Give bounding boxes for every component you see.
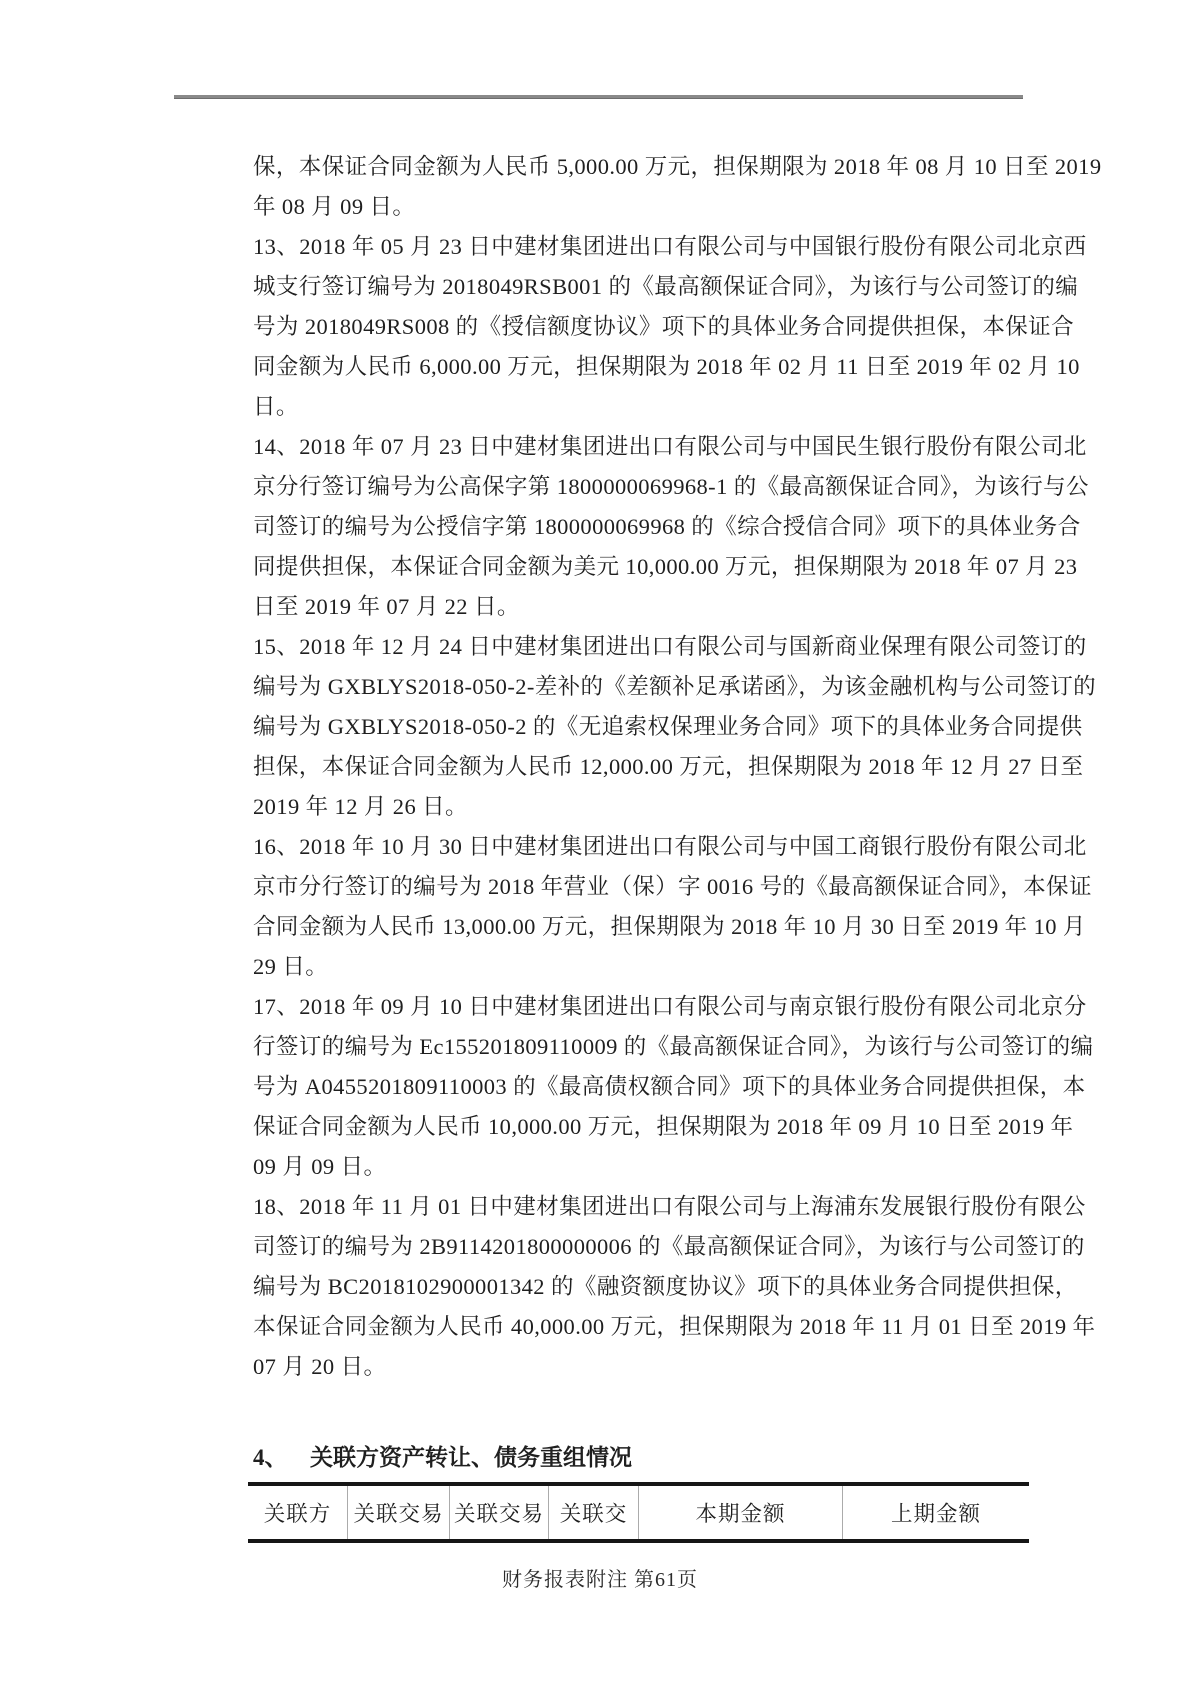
section-title: 关联方资产转让、债务重组情况 [310,1445,632,1470]
paragraph-line: 保证合同金额为人民币 10,000.00 万元，担保期限为 2018 年 09 月 10 日至 2019 年 [253,1114,1074,1139]
paragraph-line: 号为 A0455201809110003 的《最高债权额合同》项下的具体业务合同提供担保，本 [253,1074,1086,1099]
paragraph-line: 合同金额为人民币 13,000.00 万元，担保期限为 2018 年 10 月 30 日至 2019 年 10 月 [253,914,1086,939]
paragraph-line: 司签订的编号为 2B9114201800000006 的《最高额保证合同》，为该行与公司签订的 [253,1234,1085,1259]
paragraph-line: 09 月 09 日。 [253,1154,387,1179]
paragraph-line: 日。 [253,394,299,419]
body-text [253,147,1102,1387]
paragraph-line: 07 月 20 日。 [253,1354,387,1379]
paragraph-line: 18、2018 年 11 月 01 日中建材集团进出口有限公司与上海浦东发展银行股份有限公 [253,1194,1086,1219]
page-footer: 财务报表附注 第61页 [502,1569,698,1591]
section-heading [253,1441,1021,1475]
paragraph-line: 同金额为人民币 6,000.00 万元，担保期限为 2018 年 02 月 11 日至 2019 年 02 月 10 [253,354,1080,379]
paragraph-line: 城支行签订编号为 2018049RSB001 的《最高额保证合同》，为该行与公司签订的编 [253,274,1079,299]
paragraph-line: 编号为 GXBLYS2018-050-2-差补的《差额补足承诺函》，为该金融机构与公司签订的 [253,674,1097,699]
table-header-cell: 关联交易 [449,1486,548,1539]
paragraph-line: 日至 2019 年 07 月 22 日。 [253,594,520,619]
table-header-cell: 关联交易 [347,1486,449,1539]
paragraph-line: 号为 2018049RS008 的《授信额度协议》项下的具体业务合同提供担保，本保证合 [253,314,1074,339]
related-party-table-header [248,1482,1029,1543]
table-header-cell: 本期金额 [638,1486,842,1539]
paragraph-line: 保，本保证合同金额为人民币 5,000.00 万元，担保期限为 2018 年 08 月 10 日至 2019 [253,154,1102,179]
paragraph-line: 2019 年 12 月 26 日。 [253,794,468,819]
paragraph-line: 编号为 BC2018102900001342 的《融资额度协议》项下的具体业务合同提供担保， [253,1274,1078,1299]
table-header-cell: 上期金额 [842,1486,1029,1539]
paragraph-line: 司签订的编号为公授信字第 1800000069968 的《综合授信合同》项下的具体业务合 [253,514,1081,539]
paragraph-line: 16、2018 年 10 月 30 日中建材集团进出口有限公司与中国工商银行股份有限公司北 [253,834,1087,859]
paragraph-line: 同提供担保，本保证合同金额为美元 10,000.00 万元，担保期限为 2018 年 07 月 23 [253,554,1078,579]
table-header-cell: 关联方 [263,1502,332,1526]
paragraph-line: 本保证合同金额为人民币 40,000.00 万元，担保期限为 2018 年 11 月 01 日至 2019 年 [253,1314,1096,1339]
header-rule [174,95,1023,99]
paragraph-line: 京分行签订编号为公高保字第 1800000069968-1 的《最高额保证合同》，为该行与公 [253,474,1089,499]
paragraph-line: 17、2018 年 09 月 10 日中建材集团进出口有限公司与南京银行股份有限公司北京分 [253,994,1087,1019]
paragraph-line: 京市分行签订的编号为 2018 年营业（保）字 0016 号的《最高额保证合同》，本保证 [253,874,1092,899]
paragraph-line: 29 日。 [253,954,329,979]
paragraph-line: 行签订的编号为 Ec155201809110009 的《最高额保证合同》，为该行与公司签订的编 [253,1034,1094,1059]
paragraph-line: 15、2018 年 12 月 24 日中建材集团进出口有限公司与国新商业保理有限公司签订的 [253,634,1087,659]
paragraph-line: 年 08 月 09 日。 [253,194,416,219]
paragraph-line: 担保，本保证合同金额为人民币 12,000.00 万元，担保期限为 2018 年 12 月 27 日至 [253,754,1084,779]
table-header-cell: 关联交 [548,1486,638,1539]
paragraph-line: 编号为 GXBLYS2018-050-2 的《无追索权保理业务合同》项下的具体业务合同提供 [253,714,1083,739]
paragraph-line: 14、2018 年 07 月 23 日中建材集团进出口有限公司与中国民生银行股份有限公司北 [253,434,1087,459]
paragraph-line: 13、2018 年 05 月 23 日中建材集团进出口有限公司与中国银行股份有限公司北京西 [253,234,1087,259]
section-number: 4、 [253,1445,288,1470]
